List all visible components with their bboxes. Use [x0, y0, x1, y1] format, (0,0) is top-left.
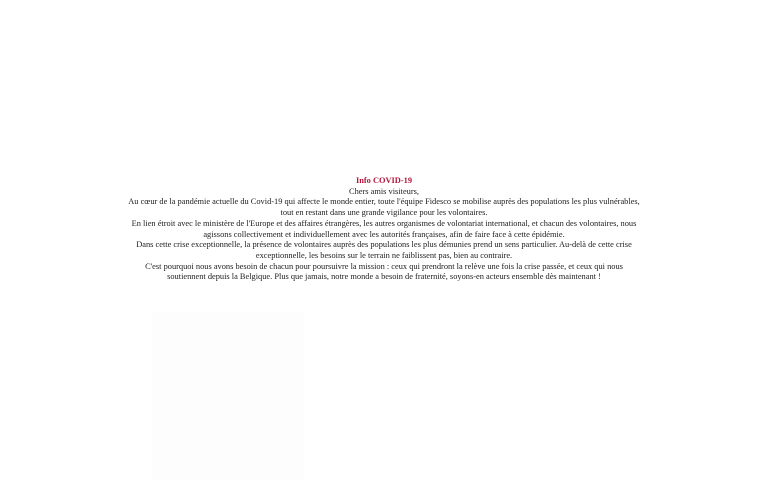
- covid-info-notice: [100, 176, 668, 283]
- notice-greeting: Chers amis visiteurs,: [348, 186, 420, 196]
- notice-paragraph-4-line-1: C'est pourquoi nous avons besoin de chacun pour poursuivre la mission : ceux qui prendront la relève une fois la crise passée, et ceux qui nous: [145, 261, 623, 271]
- notice-paragraph-1-line-1: Au cœur de la pandémie actuelle du Covid-19 qui affecte le monde entier, toute l'équipe Fidesco se mobilise auprès des populations les plus vulnérables,: [128, 197, 640, 207]
- background-panel: [152, 312, 304, 480]
- notice-paragraph-3-line-1: Dans cette crise exceptionnelle, la présence de volontaires auprès des populations les plus démunies prend un sens particulier. Au-delà de cette crise: [136, 240, 632, 250]
- notice-paragraph-1-line-2: tout en restant dans une grande vigilance pour les volontaires.: [280, 208, 488, 218]
- notice-title: Info COVID-19: [355, 176, 413, 185]
- notice-paragraph-2-line-1: En lien étroit avec le ministère de l'Europe et des affaires étrangères, les autres organismes de volontariat international, et chacun des volontaires, nous: [131, 218, 637, 228]
- notice-paragraph-4-line-2: soutiennent depuis la Belgique. Plus que jamais, notre monde a besoin de fraternité, soyons-en acteurs ensemble dès maintenant !: [167, 272, 601, 282]
- notice-paragraph-2-line-2: agissons collectivement et individuellement avec les autorités françaises, afin de faire face à cette épidémie.: [203, 229, 565, 239]
- notice-paragraph-3-line-2: exceptionnelle, les besoins sur le terrain ne faiblissent pas, bien au contraire.: [255, 250, 513, 260]
